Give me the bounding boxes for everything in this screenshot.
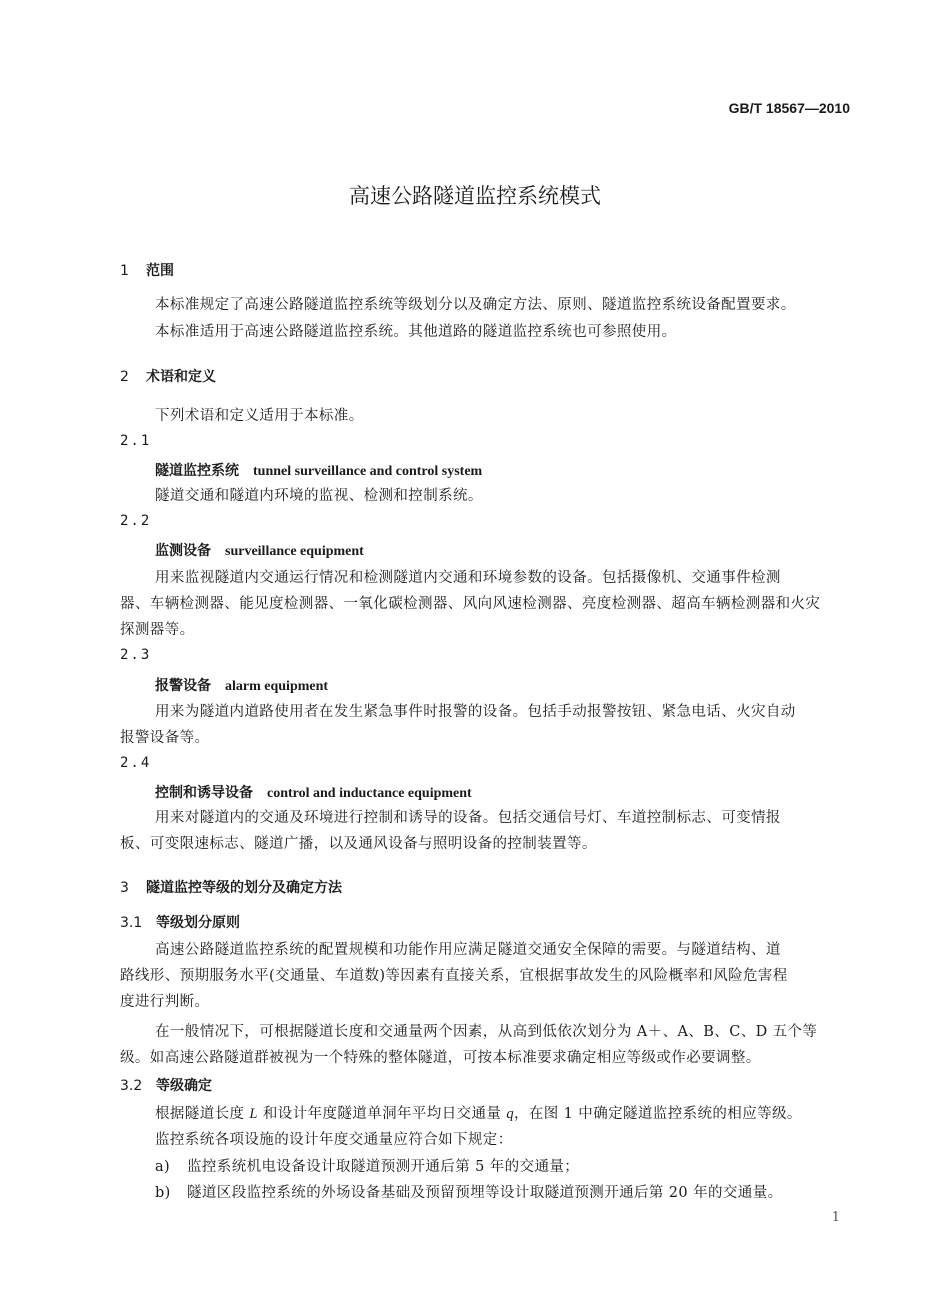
term-2-2-definition-line-2: 器、车辆检测器、能见度检测器、一氧化碳检测器、风向风速检测器、亮度检测器、超高车辆检测器和火灾: [120, 596, 821, 612]
term-2-4-number: 2.4: [120, 755, 152, 771]
section-3-2-heading: 3.2 等级确定: [120, 1078, 212, 1094]
section-2-intro: 下列术语和定义适用于本标准。: [155, 408, 364, 424]
term-2-1-number: 2.1: [120, 433, 152, 449]
section-3-2-para-2: 监控系统各项设施的设计年度交通量应符合如下规定：: [155, 1132, 513, 1148]
section-3-heading: 3 隧道监控等级的划分及确定方法: [120, 880, 342, 896]
term-2-2: 监测设备 surveillance equipment: [155, 543, 364, 559]
section-1-heading: 1 范围: [120, 263, 174, 279]
standard-number: GB/T 18567—2010: [728, 100, 850, 116]
term-2-3-number: 2.3: [120, 647, 152, 663]
section-1-para-1: 本标准规定了高速公路隧道监控系统等级划分以及确定方法、原则、隧道监控系统设备配置要求。: [155, 297, 796, 313]
term-2-2-definition-line-3: 探测器等。: [120, 622, 195, 638]
term-2-3-definition-line-1: 用来为隧道内道路使用者在发生紧急事件时报警的设备。包括手动报警按钮、紧急电话、火灾自动: [155, 704, 796, 720]
section-2-heading: 2 术语和定义: [120, 369, 216, 385]
term-2-1-definition: 隧道交通和隧道内环境的监视、检测和控制系统。: [155, 488, 483, 504]
list-item-a: a) 监控系统机电设备设计取隧道预测开通后第 5 年的交通量；: [155, 1159, 580, 1175]
section-3-1-heading: 3.1 等级划分原则: [120, 915, 240, 931]
term-2-3: 报警设备 alarm equipment: [155, 678, 329, 694]
section-3-1-para-1-line-1: 高速公路隧道监控系统的配置规模和功能作用应满足隧道交通安全保障的需要。与隧道结构、道: [155, 942, 781, 958]
term-2-4: 控制和诱导设备 control and inductance equipment: [155, 785, 472, 801]
term-2-4-definition-line-1: 用来对隧道内的交通及环境进行控制和诱导的设备。包括交通信号灯、车道控制标志、可变情报: [155, 810, 781, 826]
term-2-3-definition-line-2: 报警设备等。: [120, 730, 210, 746]
term-2-2-number: 2.2: [120, 513, 152, 529]
list-item-b: b) 隧道区段监控系统的外场设备基础及预留预埋等设计取隧道预测开通后第 20 年的交通量。: [155, 1185, 783, 1201]
section-3-1-para-2-line-1: 在一般情况下，可根据隧道长度和交通量两个因素，从高到低依次划分为 A＋、A、B、C、D 五个等: [155, 1024, 818, 1040]
section-3-1-para-1-line-2: 路线形、预期服务水平(交通量、车道数)等因素有直接关系，宜根据事故发生的风险概率和风险危害程: [120, 968, 788, 984]
page-number: 1: [831, 1210, 840, 1225]
term-2-2-definition-line-1: 用来监视隧道内交通运行情况和检测隧道内交通和环境参数的设备。包括摄像机、交通事件检测: [155, 570, 781, 586]
document-title: 高速公路隧道监控系统模式: [349, 184, 601, 208]
term-2-1: 隧道监控系统 tunnel surveillance and control system: [155, 463, 483, 479]
section-3-1-para-2-line-2: 级。如高速公路隧道群被视为一个特殊的整体隧道，可按本标准要求确定相应等级或作必要调整。: [120, 1050, 761, 1066]
term-2-4-definition-line-2: 板、可变限速标志、隧道广播，以及通风设备与照明设备的控制装置等。: [120, 836, 597, 852]
section-3-2-para-1: 根据隧道长度 L 和设计年度隧道单洞年平均日交通量 q，在图 1 中确定隧道监控系统的相应等级。: [155, 1106, 802, 1122]
section-3-1-para-1-line-3: 度进行判断。: [120, 994, 210, 1010]
section-1-para-2: 本标准适用于高速公路隧道监控系统。其他道路的隧道监控系统也可参照使用。: [155, 324, 677, 340]
